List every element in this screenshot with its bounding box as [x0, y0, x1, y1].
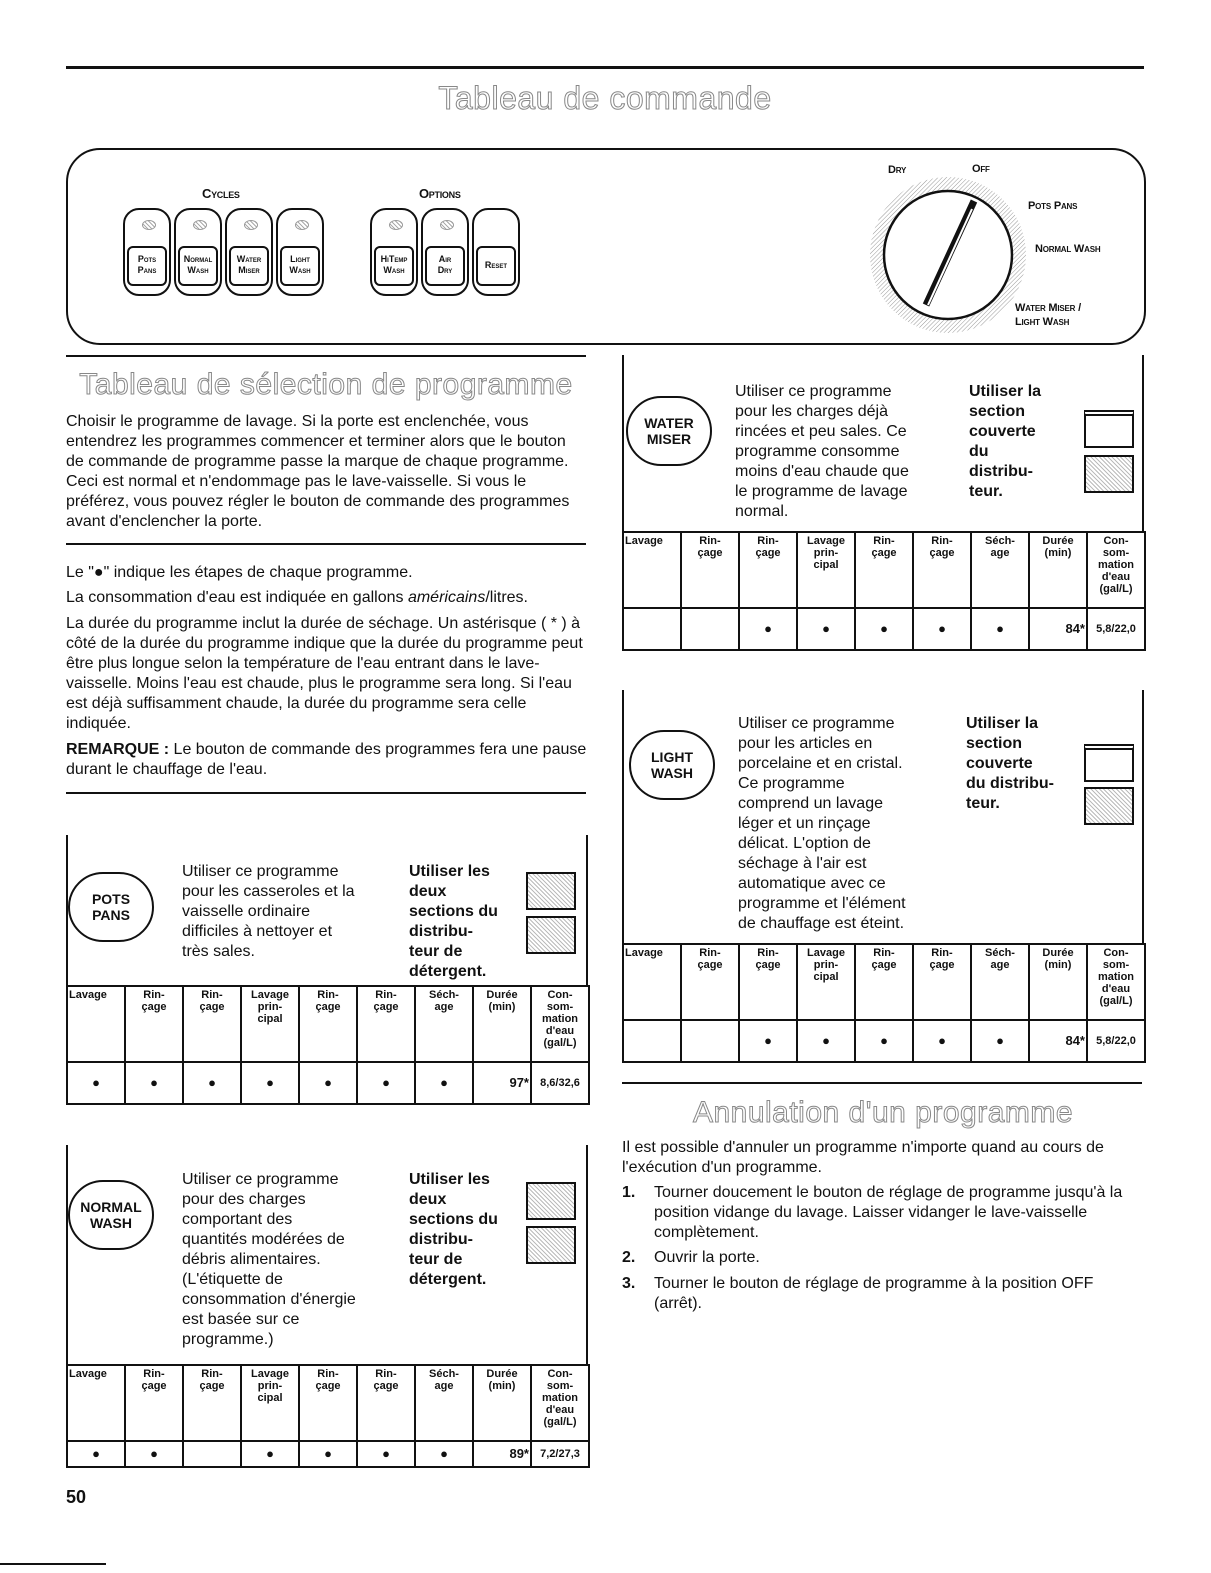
dispenser-section-icon — [1084, 455, 1134, 493]
step-value-cell: 5,8/22,0 — [1087, 1020, 1145, 1062]
selection-intro: Choisir le programme de lavage. Si la porte est enclenchée, vous entendrez les programmes commencer et terminer alors que le bouton de commande de programme passe la marque de chaque programme. Ceci est normal et n'endommage pas le lave-vaisselle. Si vous le préférez, vous pouvez régler le bouton de commande des programmes avant d'enclencher la porte. — [66, 413, 570, 530]
step-value-cell: 84* — [1029, 1020, 1087, 1062]
step-value-cell: ● — [855, 1020, 913, 1062]
normal-wash-button[interactable]: Normal Wash — [174, 208, 222, 296]
dial-label-dry: Dry — [888, 164, 907, 176]
block-border — [1142, 355, 1144, 533]
step-header-cell: Rin- çage — [739, 944, 797, 1020]
section-rule — [66, 543, 586, 545]
step-header-cell: Con- som- mation d'eau (gal/L) — [1087, 532, 1145, 608]
cancel-intro: Il est possible d'annuler un programme n'importe quand au cours de l'exécution d'un programme. — [622, 1139, 1104, 1176]
step-header-cell: Con- som- mation d'eau (gal/L) — [531, 1365, 589, 1441]
air-dry-button[interactable]: Air Dry — [421, 208, 469, 296]
step-header-cell: Lavage prin- cipal — [797, 532, 855, 608]
hitemp-wash-button[interactable]: HiTemp Wash — [370, 208, 418, 296]
step-value-cell: 5,8/22,0 — [1087, 608, 1145, 650]
cycle-dial[interactable] — [868, 175, 1028, 335]
light-wash-dispenser-note: Utiliser la section couverte du distribu- teur. — [966, 715, 1054, 812]
dispenser-section-icon — [526, 1182, 576, 1220]
step-header-cell: Lavage — [623, 944, 681, 1020]
step-header-cell: Rin- çage — [299, 1365, 357, 1441]
step-header-cell: Lavage — [67, 1365, 125, 1441]
step-header-cell: Con- som- mation d'eau (gal/L) — [531, 986, 589, 1062]
section-rule — [66, 792, 586, 794]
step-value-cell: ● — [183, 1062, 241, 1104]
step-value-cell — [623, 608, 681, 650]
block-border — [622, 690, 624, 945]
pots-pans-button[interactable]: Pots Pans — [123, 208, 171, 296]
step-value-cell — [623, 1020, 681, 1062]
indicator-light-icon — [193, 220, 207, 230]
indicator-light-icon — [142, 220, 156, 230]
step-header-cell: Lavage prin- cipal — [797, 944, 855, 1020]
pots-pans-dispenser-note: Utiliser les deux sections du distribu- teur de détergent. — [409, 863, 498, 980]
step-header-cell: Durée (min) — [1029, 944, 1087, 1020]
selection-heading: Tableau de sélection de programme — [79, 368, 573, 401]
step-value-cell: ● — [971, 1020, 1029, 1062]
step-value-cell: ● — [299, 1062, 357, 1104]
cancel-step-3: 3. Tourner le bouton de réglage de programme à la position OFF (arrêt). — [622, 1275, 1094, 1312]
light-wash-description: Utiliser ce programme pour les articles en porcelaine et en cristal. Ce programme comprend un lavage léger et un rinçage délicat. L'option de séchage à l'air est automatique avec ce programme et l'élément de chauffage est éteint. — [738, 715, 906, 932]
water-miser-dispenser-note: Utiliser la section couverte du distribu- teur. — [969, 383, 1042, 500]
note-duration: La durée du programme inclut la durée de séchage. Un astérisque ( * ) à côté de la durée du programme indique que la durée du programme peut être plus longue selon la température de l'eau entrant dans le lave-vaisselle. Moins l'eau est chaude, plus le programme sera long. Si l'eau est déjà suffisamment chaude, la durée du programme sera celle indiquée. — [66, 615, 583, 732]
step-header-cell: Durée (min) — [473, 986, 531, 1062]
dispenser-open-section-icon — [1084, 410, 1134, 448]
step-header-cell: Lavage prin- cipal — [241, 986, 299, 1062]
step-value-cell: ● — [971, 608, 1029, 650]
normal-wash-steps-table — [66, 1364, 590, 1468]
step-header-cell: Rin- çage — [183, 1365, 241, 1441]
step-header-cell: Rin- çage — [681, 532, 739, 608]
step-header-cell: Rin- çage — [125, 986, 183, 1062]
normal-wash-description: Utiliser ce programme pour des charges comportant des quantités modérées de débris alimentaires. (L'étiquette de consommation d'énergie est basée sur ce programme.) — [182, 1171, 356, 1348]
step-value-cell: 84* — [1029, 608, 1087, 650]
block-border — [622, 355, 624, 533]
step-value-cell — [681, 1020, 739, 1062]
step-value-cell — [183, 1441, 241, 1467]
block-border — [66, 1145, 68, 1365]
dispenser-section-icon — [526, 872, 576, 910]
step-value-cell: ● — [913, 608, 971, 650]
cancel-step-2: 2. Ouvrir la porte. — [622, 1249, 760, 1266]
step-header-cell: Rin- çage — [913, 532, 971, 608]
water-miser-icon: WATER MISER — [626, 396, 712, 466]
page-title: Tableau de commande — [438, 80, 772, 116]
water-miser-button[interactable]: Water Miser — [225, 208, 273, 296]
step-value-cell: ● — [913, 1020, 971, 1062]
step-value-cell: 7,2/27,3 — [531, 1441, 589, 1467]
step-value-cell: ● — [739, 608, 797, 650]
light-wash-steps-table — [622, 943, 1146, 1063]
block-border — [586, 1145, 588, 1365]
indicator-light-icon — [389, 220, 403, 230]
step-value-cell: ● — [241, 1062, 299, 1104]
dial-label-light-wash: Light Wash — [1015, 316, 1070, 328]
page-number: 50 — [66, 1487, 87, 1507]
pots-pans-description: Utiliser ce programme pour les casseroles et la vaisselle ordinaire difficiles à nettoyer et très sales. — [182, 863, 355, 960]
block-border — [1142, 690, 1144, 945]
dispenser-section-icon — [526, 916, 576, 954]
step-header-cell: Rin- çage — [357, 986, 415, 1062]
step-header-cell: Lavage — [67, 986, 125, 1062]
step-value-cell: ● — [357, 1441, 415, 1467]
step-value-cell: ● — [241, 1441, 299, 1467]
pots-pans-icon: POTS PANS — [68, 872, 154, 942]
step-header-cell: Rin- çage — [739, 532, 797, 608]
step-header-cell: Séch- age — [971, 532, 1029, 608]
step-header-cell: Rin- çage — [125, 1365, 183, 1441]
step-value-cell: ● — [797, 608, 855, 650]
bottom-rule — [0, 1563, 106, 1565]
step-header-cell: Con- som- mation d'eau (gal/L) — [1087, 944, 1145, 1020]
step-value-cell — [681, 608, 739, 650]
dial-label-pots-pans: Pots Pans — [1028, 200, 1078, 212]
dispenser-section-icon — [1084, 787, 1134, 825]
cycles-label: Cycles — [202, 186, 240, 201]
step-header-cell: Rin- çage — [913, 944, 971, 1020]
step-value-cell: ● — [357, 1062, 415, 1104]
options-label: Options — [419, 186, 461, 201]
step-header-cell: Lavage prin- cipal — [241, 1365, 299, 1441]
step-value-cell: ● — [67, 1062, 125, 1104]
step-value-cell: ● — [415, 1441, 473, 1467]
top-rule — [66, 66, 1144, 69]
step-value-cell: 8,6/32,6 — [531, 1062, 589, 1104]
step-header-cell: Rin- çage — [357, 1365, 415, 1441]
step-header-cell: Séch- age — [415, 986, 473, 1062]
step-value-cell: ● — [125, 1062, 183, 1104]
step-value-cell: ● — [67, 1441, 125, 1467]
dial-label-water-miser: Water Miser / — [1015, 302, 1081, 314]
step-value-cell: ● — [125, 1441, 183, 1467]
dial-knob-icon — [868, 175, 1028, 335]
step-header-cell: Rin- çage — [855, 532, 913, 608]
dial-label-off: Off — [972, 163, 990, 175]
step-value-cell: 89* — [473, 1441, 531, 1467]
pots-pans-steps-table — [66, 985, 590, 1105]
dispenser-open-section-icon — [1084, 744, 1134, 782]
step-value-cell: ● — [415, 1062, 473, 1104]
step-header-cell: Durée (min) — [473, 1365, 531, 1441]
step-header-cell: Séch- age — [415, 1365, 473, 1441]
indicator-light-icon — [295, 220, 309, 230]
step-header-cell: Rin- çage — [855, 944, 913, 1020]
light-wash-button[interactable]: Light Wash — [276, 208, 324, 296]
step-header-cell: Durée (min) — [1029, 532, 1087, 608]
light-wash-icon: LIGHT WASH — [629, 730, 715, 800]
step-header-cell: Rin- çage — [183, 986, 241, 1062]
step-value-cell: ● — [797, 1020, 855, 1062]
indicator-light-icon — [244, 220, 258, 230]
cancel-step-1: 1. Tourner doucement le bouton de réglage de programme jusqu'à la position vidange du lavage. Laisser vidanger le lave-vaisselle complètement. — [622, 1184, 1123, 1241]
block-border — [586, 835, 588, 985]
dispenser-section-icon — [526, 1226, 576, 1264]
normal-wash-dispenser-note: Utiliser les deux sections du distribu- teur de détergent. — [409, 1171, 498, 1288]
remark: REMARQUE : Le bouton de commande des programmes fera une pause durant le chauffage de l'eau. — [66, 741, 587, 778]
section-rule — [66, 355, 586, 357]
cancel-heading: Annulation d'un programme — [692, 1096, 1074, 1129]
step-value-cell: ● — [855, 608, 913, 650]
step-header-cell: Lavage — [623, 532, 681, 608]
step-value-cell: ● — [299, 1441, 357, 1467]
water-miser-description: Utiliser ce programme pour les charges déjà rincées et peu sales. Ce programme consomme moins d'eau chaude que le programme de lavage normal. — [735, 383, 909, 520]
normal-wash-icon: NORMAL WASH — [68, 1180, 154, 1250]
section-rule — [622, 1082, 1142, 1084]
reset-button[interactable]: Reset — [472, 208, 520, 296]
step-value-cell: ● — [739, 1020, 797, 1062]
step-value-cell: 97* — [473, 1062, 531, 1104]
note-bullet: Le "●" indique les étapes de chaque programme. — [66, 564, 413, 581]
step-header-cell: Rin- çage — [681, 944, 739, 1020]
dial-label-normal-wash: Normal Wash — [1035, 243, 1101, 255]
step-header-cell: Rin- çage — [299, 986, 357, 1062]
indicator-light-icon — [440, 220, 454, 230]
water-miser-steps-table — [622, 531, 1146, 651]
note-consumption: La consommation d'eau est indiquée en gallons américains/litres. — [66, 589, 528, 606]
step-header-cell: Séch- age — [971, 944, 1029, 1020]
